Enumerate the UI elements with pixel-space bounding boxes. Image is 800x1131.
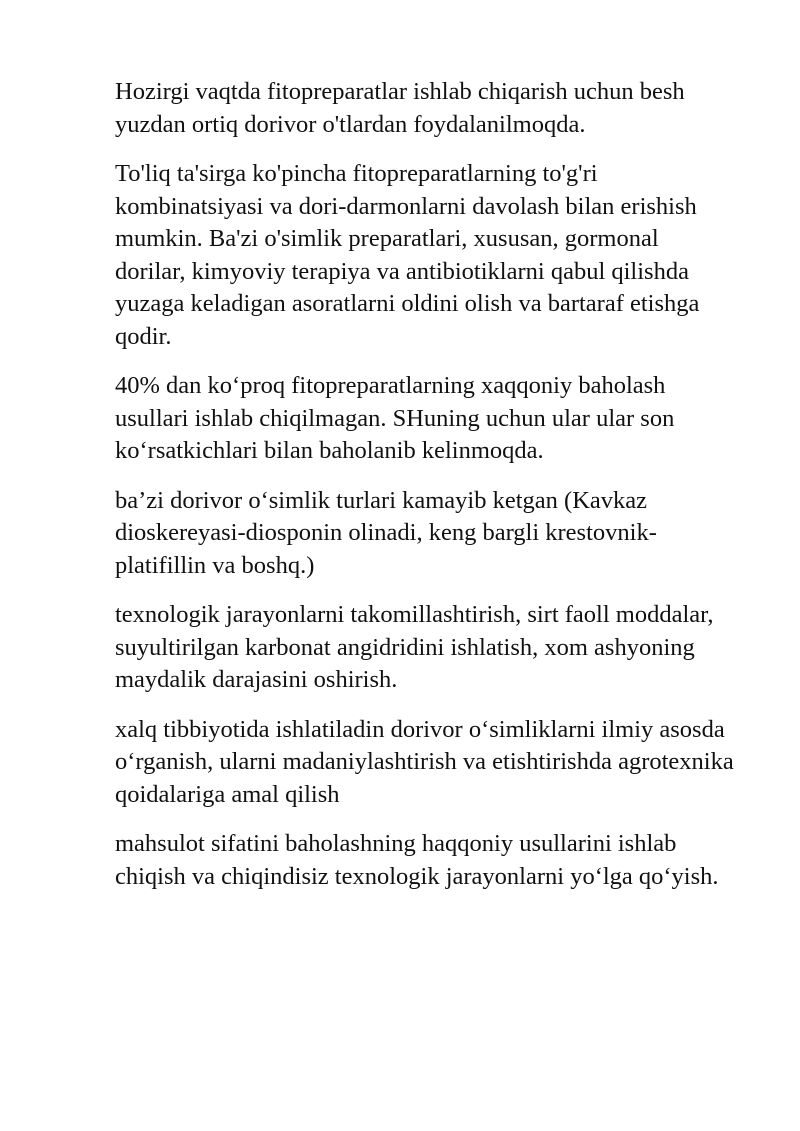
paragraph-5: texnologik jarayonlarni takomillashtirish, sirt faoll moddalar, suyultirilgan karbonat angidridini ishlatish, xom ashyoning maydalik darajasini oshirish. (115, 601, 714, 693)
paragraph-6: xalq tibbiyotida ishlatiladin dorivor o‘simliklarni ilmiy asosda o‘rganish, ularni madaniylashtirish va etishtirishda agrotexnika qoidalariga amal qilish (115, 715, 734, 808)
paragraph-4: ba’zi dorivor o‘simlik turlari kamayib ketgan (Kavkaz dioskereyasi-diosponin olinadi, keng bargli krestovnik-platifillin va boshq.) (115, 486, 657, 579)
paragraph-7: mahsulot sifatini baholashning haqqoniy usullarini ishlab chiqish va chiqindisiz texnologik jarayonlarni yo‘lga qo‘yish. (115, 830, 719, 890)
paragraph-3: 40% dan ko‘proq fitopreparatlarning xaqqoniy baholash usullari ishlab chiqilmagan. SHuning uchun ular ular son ko‘rsatkichlari bilan baholanib kelinmoqda. (115, 372, 675, 464)
paragraph-1: Hozirgi vaqtda fitopreparatlar ishlab chiqarish uchun besh yuzdan ortiq dorivor o'tlardan foydalanilmoqda. (115, 78, 685, 138)
document-body (115, 76, 735, 910)
paragraph-2: To'liq ta'sirga ko'pincha fitopreparatlarning to'g'ri kombinatsiyasi va dori-darmonlarni davolash bilan erishish mumkin. Ba'zi o'simlik preparatlari, xususan, gormonal dorilar, kimyoviy terapiya va antibiotiklarni qabul qilishda yuzaga keladigan asoratlarni oldini olish va bartaraf etishga qodir. (115, 160, 700, 350)
